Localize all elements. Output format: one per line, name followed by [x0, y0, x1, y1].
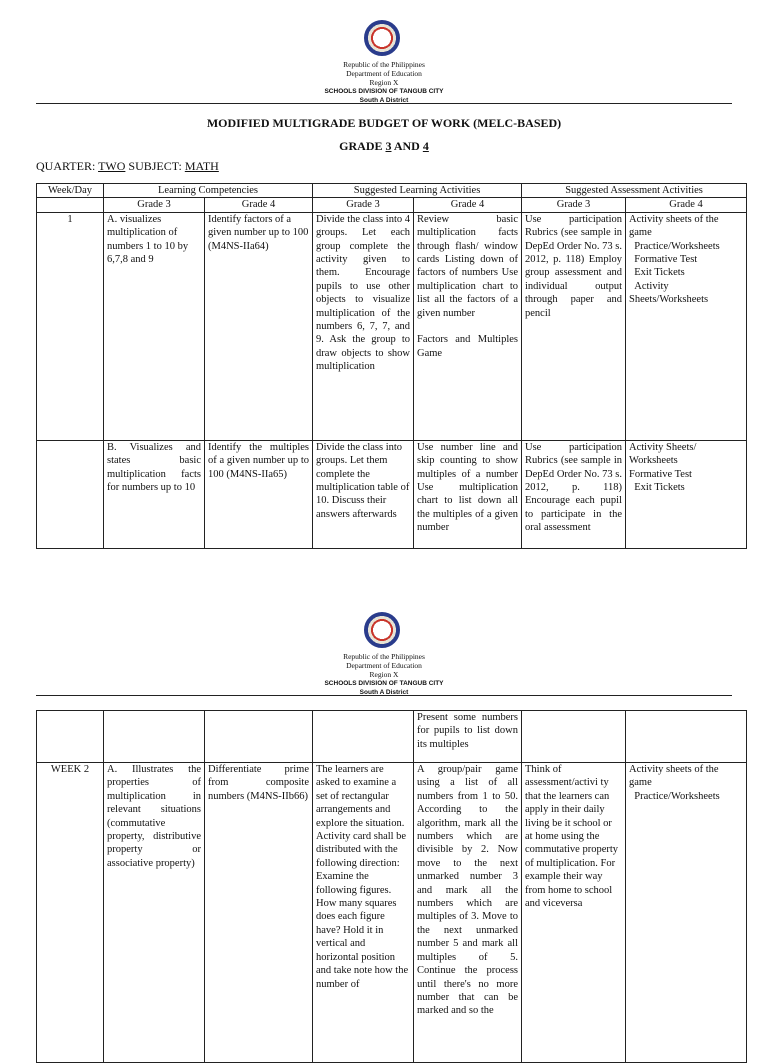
competency-grade3-cell: B. Visualizes and states basic multiplication facts for numbers up to 10: [104, 440, 205, 548]
letterhead-line-3: Region X: [369, 670, 399, 679]
header-learning-activities: Suggested Learning Activities: [313, 184, 522, 198]
competency-grade4-cell: Differentiate prime from composite numbers (M4NS-IIb66): [205, 763, 313, 1063]
assessment-grade3-cell: [522, 711, 626, 763]
subheader-row: [37, 198, 747, 212]
header-assessment-activities: Suggested Assessment Activities: [522, 184, 747, 198]
assessment-grade4-cell: Activity Sheets/ Worksheets Formative Test Exit Tickets: [626, 440, 747, 548]
letterhead-line-5: South A District: [359, 689, 409, 696]
subheader-grade: Grade 4: [205, 198, 313, 212]
activity-grade4-cell: Review basic multiplication facts through flash/ window cards Listing down of factors of numbers Use multiplication chart to list all the factors of a given number Factors and Multiples Game: [414, 212, 522, 440]
header-divider: [36, 103, 732, 104]
subheader-grade: Grade 3: [104, 198, 205, 212]
assessment-grade3-cell: Use participation Rubrics (see sample in DepEd Order No. 73 s. 2012, p. 118) Employ group assessment and individual output through paper and pencil: [522, 212, 626, 440]
document-title: MODIFIED MULTIGRADE BUDGET OF WORK (MELC-BASED): [206, 116, 562, 130]
header-row: [37, 184, 747, 198]
letterhead-line-1: Republic of the Philippines: [343, 652, 425, 661]
quarter-subject-line: [36, 159, 219, 174]
subheader-grade: Grade 3: [522, 198, 626, 212]
table-row: [37, 763, 747, 1063]
competency-grade3-cell: [104, 711, 205, 763]
grade-and: AND: [391, 139, 423, 153]
letterhead-line-4: SCHOOLS DIVISION OF TANGUB CITY: [324, 680, 444, 687]
week-cell: [37, 440, 104, 548]
grade-b: 4: [422, 139, 429, 153]
grade-title: [0, 139, 768, 154]
letterhead: [0, 652, 768, 697]
grade-prefix: GRADE: [339, 139, 386, 153]
assessment-grade4-cell: Activity sheets of the game Practice/Worksheets: [626, 763, 747, 1063]
competency-grade4-cell: Identify the multiples of a given number up to 100 (M4NS-IIa65): [205, 440, 313, 548]
table-row: [37, 711, 747, 763]
competency-grade4-cell: Identify factors of a given number up to 100 (M4NS-IIa64): [205, 212, 313, 440]
subheader-grade: Grade 3: [313, 198, 414, 212]
subheader-grade: Grade 4: [626, 198, 747, 212]
competency-grade4-cell: [205, 711, 313, 763]
activity-grade3-cell: Divide the class into groups. Let them complete the multiplication table of 10. Discuss their answers afterwards: [313, 440, 414, 548]
subject-label: SUBJECT:: [125, 159, 185, 173]
letterhead-line-2: Department of Education: [346, 661, 422, 670]
letterhead: [0, 60, 768, 105]
header-week-day: Week/Day: [37, 184, 104, 198]
activity-grade3-cell: Divide the class into 4 groups. Let each group complete the activity given to them. Encourage pupils to use other objects to visualize multiplication of the numbers 6, 7, 7, and 9. Ask the group to draw objects to show multiplication: [313, 212, 414, 440]
header-divider: [36, 695, 732, 696]
table-row: [37, 440, 747, 548]
quarter-value: TWO: [98, 159, 126, 173]
grade-a: 3: [385, 139, 392, 153]
letterhead-line-5: South A District: [359, 97, 409, 104]
subheader-grade: Grade 4: [414, 198, 522, 212]
letterhead-line-3: Region X: [369, 78, 399, 87]
subject-value: MATH: [184, 159, 219, 173]
activity-grade4-cell: Use number line and skip counting to show multiples of a number Use multiplication chart to list down all the multiples of a given number: [414, 440, 522, 548]
competency-grade3-cell: A. Illustrates the properties of multiplication in relevant situations (commutative property, distributive property or associative property): [104, 763, 205, 1063]
week-cell: [37, 711, 104, 763]
quarter-label: QUARTER:: [36, 159, 99, 173]
competency-grade3-cell: A. visualizes multiplication of numbers 1 to 10 by 6,7,8 and 9: [104, 212, 205, 440]
activity-grade4-cell: A group/pair game using a list of all numbers from 1 to 50. According to the algorithm, mark all the numbers which are divisible by 2. Now move to the next unmarked number 3 and mark all the numbers which are multiples of 3. Move to the next unmarked number 5 and mark all multiples of 5. Continue the process until there's no more number that can be marked and so the: [414, 763, 522, 1063]
letterhead-line-2: Department of Education: [346, 69, 422, 78]
activity-grade3-cell: The learners are asked to examine a set of rectangular arrangements and explore the situation. Activity card shall be distributed with the following direction: Examine the following figures. How many squares does each figure have? Hold it in vertical and horizontal position and take note how the number of: [313, 763, 414, 1063]
budget-of-work-table-1: [36, 183, 747, 549]
budget-of-work-table-2: [36, 710, 747, 1063]
letterhead-line-4: SCHOOLS DIVISION OF TANGUB CITY: [324, 88, 444, 95]
subheader-blank: [37, 198, 104, 212]
table-row: [37, 212, 747, 440]
deped-seal: [364, 612, 400, 648]
assessment-grade3-cell: Use participation Rubrics (see sample in DepEd Order No. 73 s. 2012, p. 118) Encourage each pupil to participate in the oral assessment: [522, 440, 626, 548]
assessment-grade4-cell: [626, 711, 747, 763]
activity-grade4-cell: Present some numbers for pupils to list down its multiples: [414, 711, 522, 763]
activity-grade3-cell: [313, 711, 414, 763]
assessment-grade3-cell: Think of assessment/activi ty that the learners can apply in their daily living be it school or at home using the commutative property of multiplication. For example their way from home to school and viceversa: [522, 763, 626, 1063]
header-learning-competencies: Learning Competencies: [104, 184, 313, 198]
week-cell: 1: [37, 212, 104, 440]
deped-seal: [364, 20, 400, 56]
assessment-grade4-cell: Activity sheets of the game Practice/Worksheets Formative Test Exit Tickets Activity Sheets/Worksheets: [626, 212, 747, 440]
letterhead-line-1: Republic of the Philippines: [343, 60, 425, 69]
week-cell: WEEK 2: [37, 763, 104, 1063]
